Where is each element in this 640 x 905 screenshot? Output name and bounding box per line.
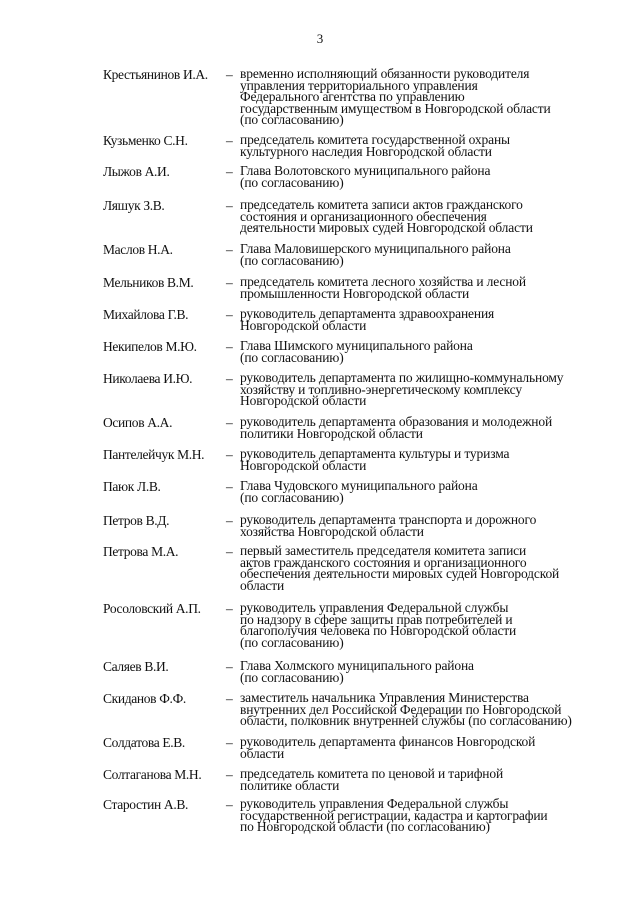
member-name: Лыжов А.И. [103, 164, 170, 179]
dash-separator: – [226, 164, 233, 179]
position-line: председатель комитета по ценовой и тарифной [240, 766, 504, 781]
position-line: (по согласованию) [240, 489, 344, 505]
position-line: государственным имуществом в Новгородской области [240, 100, 551, 116]
position-line: Новгородской области [240, 457, 367, 473]
member-position [240, 308, 610, 331]
member-name: Петров В.Д. [103, 513, 170, 528]
dash-separator: – [226, 513, 233, 528]
dash-separator: – [226, 133, 233, 148]
dash-separator: – [226, 339, 233, 354]
position-line: внутренних дел Российской Федерации по Новгородской [240, 701, 562, 717]
position-line: Глава Волотовского муниципального района [240, 163, 491, 178]
page-number: 3 [316, 31, 324, 46]
position-line: (по согласованию) [240, 112, 344, 128]
position-line: заместитель начальника Управления Министерства [240, 690, 529, 705]
member-name: Солдатова Е.В. [103, 735, 185, 750]
position-line: актов гражданского состояния и организационного [240, 554, 527, 570]
position-line: Глава Маловишерского муниципального района [240, 241, 511, 256]
position-line: Новгородской области [240, 393, 367, 409]
dash-separator: – [226, 415, 233, 430]
member-position [240, 340, 610, 363]
member-position [240, 165, 610, 188]
position-line: государственной регистрации, кадастра и картографии [240, 807, 548, 823]
position-line: руководитель департамента образования и молодежной [240, 414, 553, 429]
position-line: области [240, 745, 285, 761]
member-position [240, 416, 610, 439]
position-line: политики Новгородской области [240, 425, 423, 441]
position-line: хозяйству и топливно-энергетическому комплексу [240, 381, 522, 397]
position-line: деятельности мировых судей Новгородской области [240, 220, 533, 236]
member-position [240, 480, 610, 503]
member-position [240, 448, 610, 471]
position-line: области [240, 577, 285, 593]
member-name: Росоловский А.П. [103, 601, 201, 616]
position-line: временно исполняющий обязанности руководителя [240, 66, 530, 81]
dash-separator: – [226, 767, 233, 782]
dash-separator: – [226, 371, 233, 386]
member-position [240, 68, 610, 126]
position-line: руководитель департамента транспорта и дорожного [240, 512, 537, 527]
position-line: Глава Чудовского муниципального района [240, 478, 478, 493]
dash-separator: – [226, 67, 233, 82]
position-line: (по согласованию) [240, 252, 344, 268]
member-position [240, 736, 610, 759]
dash-separator: – [226, 601, 233, 616]
member-name: Осипов А.А. [103, 415, 173, 430]
member-name: Мельников В.М. [103, 275, 194, 290]
member-name: Михайлова Г.В. [103, 307, 189, 322]
position-line: председатель комитета государственной охраны [240, 132, 510, 147]
member-position [240, 798, 610, 833]
position-line: хозяйства Новгородской области [240, 523, 424, 539]
position-line: по надзору в сфере защиты прав потребителей и [240, 611, 513, 627]
position-line: управления территориального управления [240, 77, 478, 93]
member-name: Крестьянинов И.А. [103, 67, 208, 82]
dash-separator: – [226, 691, 233, 706]
member-position [240, 602, 610, 648]
member-name: Маслов Н.А. [103, 242, 173, 257]
dash-separator: – [226, 307, 233, 322]
position-line: руководитель управления Федеральной службы [240, 796, 509, 811]
member-position [240, 243, 610, 266]
position-line: благополучия человека по Новгородской области [240, 623, 517, 639]
dash-separator: – [226, 544, 233, 559]
member-name: Старостин А.В. [103, 797, 189, 812]
member-name: Солтаганова М.Н. [103, 767, 202, 782]
position-line: Новгородской области [240, 317, 367, 333]
dash-separator: – [226, 735, 233, 750]
member-position [240, 199, 610, 234]
member-name: Паюк Л.В. [103, 479, 161, 494]
position-line: политике области [240, 777, 340, 793]
position-line: Федерального агентства по управлению [240, 89, 465, 105]
position-line: первый заместитель председателя комитета записи [240, 543, 527, 558]
member-name: Петрова М.А. [103, 544, 179, 559]
position-line: руководитель управления Федеральной службы [240, 600, 509, 615]
dash-separator: – [226, 797, 233, 812]
position-line: руководитель департамента по жилищно-коммунальному [240, 370, 564, 385]
member-position [240, 276, 610, 299]
dash-separator: – [226, 242, 233, 257]
position-line: культурного наследия Новгородской области [240, 143, 492, 159]
position-line: обеспечения деятельности мировых судей Новгородской [240, 566, 560, 582]
dash-separator: – [226, 479, 233, 494]
member-position [240, 545, 610, 591]
member-name: Саляев В.И. [103, 659, 169, 674]
position-line: председатель комитета записи актов гражданского [240, 197, 523, 212]
position-line: (по согласованию) [240, 669, 344, 685]
dash-separator: – [226, 198, 233, 213]
position-line: состояния и организационного обеспечения [240, 208, 487, 224]
member-name: Некипелов М.Ю. [103, 339, 197, 354]
member-name: Ляшук З.В. [103, 198, 165, 213]
position-line: председатель комитета лесного хозяйства и лесной [240, 274, 526, 289]
dash-separator: – [226, 447, 233, 462]
position-line: Глава Шимского муниципального района [240, 338, 473, 353]
dash-separator: – [226, 275, 233, 290]
position-line: руководитель департамента финансов Новгородской [240, 734, 536, 749]
member-position [240, 134, 610, 157]
position-line: области, полковник внутренней службы (по согласованию) [240, 713, 572, 729]
member-position [240, 372, 610, 407]
member-name: Пантелейчук М.Н. [103, 447, 205, 462]
dash-separator: – [226, 659, 233, 674]
position-line: (по согласованию) [240, 349, 344, 365]
position-line: (по согласованию) [240, 174, 344, 190]
member-name: Скиданов Ф.Ф. [103, 691, 186, 706]
position-line: руководитель департамента здравоохранения [240, 306, 495, 321]
position-line: (по согласованию) [240, 634, 344, 650]
member-position [240, 768, 610, 791]
member-position [240, 692, 610, 727]
member-name: Николаева И.Ю. [103, 371, 193, 386]
member-position [240, 660, 610, 683]
position-line: промышленности Новгородской области [240, 285, 470, 301]
member-position [240, 514, 610, 537]
member-name: Кузьменко С.Н. [103, 133, 188, 148]
position-line: руководитель департамента культуры и туризма [240, 446, 510, 461]
position-line: по Новгородской области (по согласованию) [240, 819, 490, 835]
position-line: Глава Холмского муниципального района [240, 658, 474, 673]
